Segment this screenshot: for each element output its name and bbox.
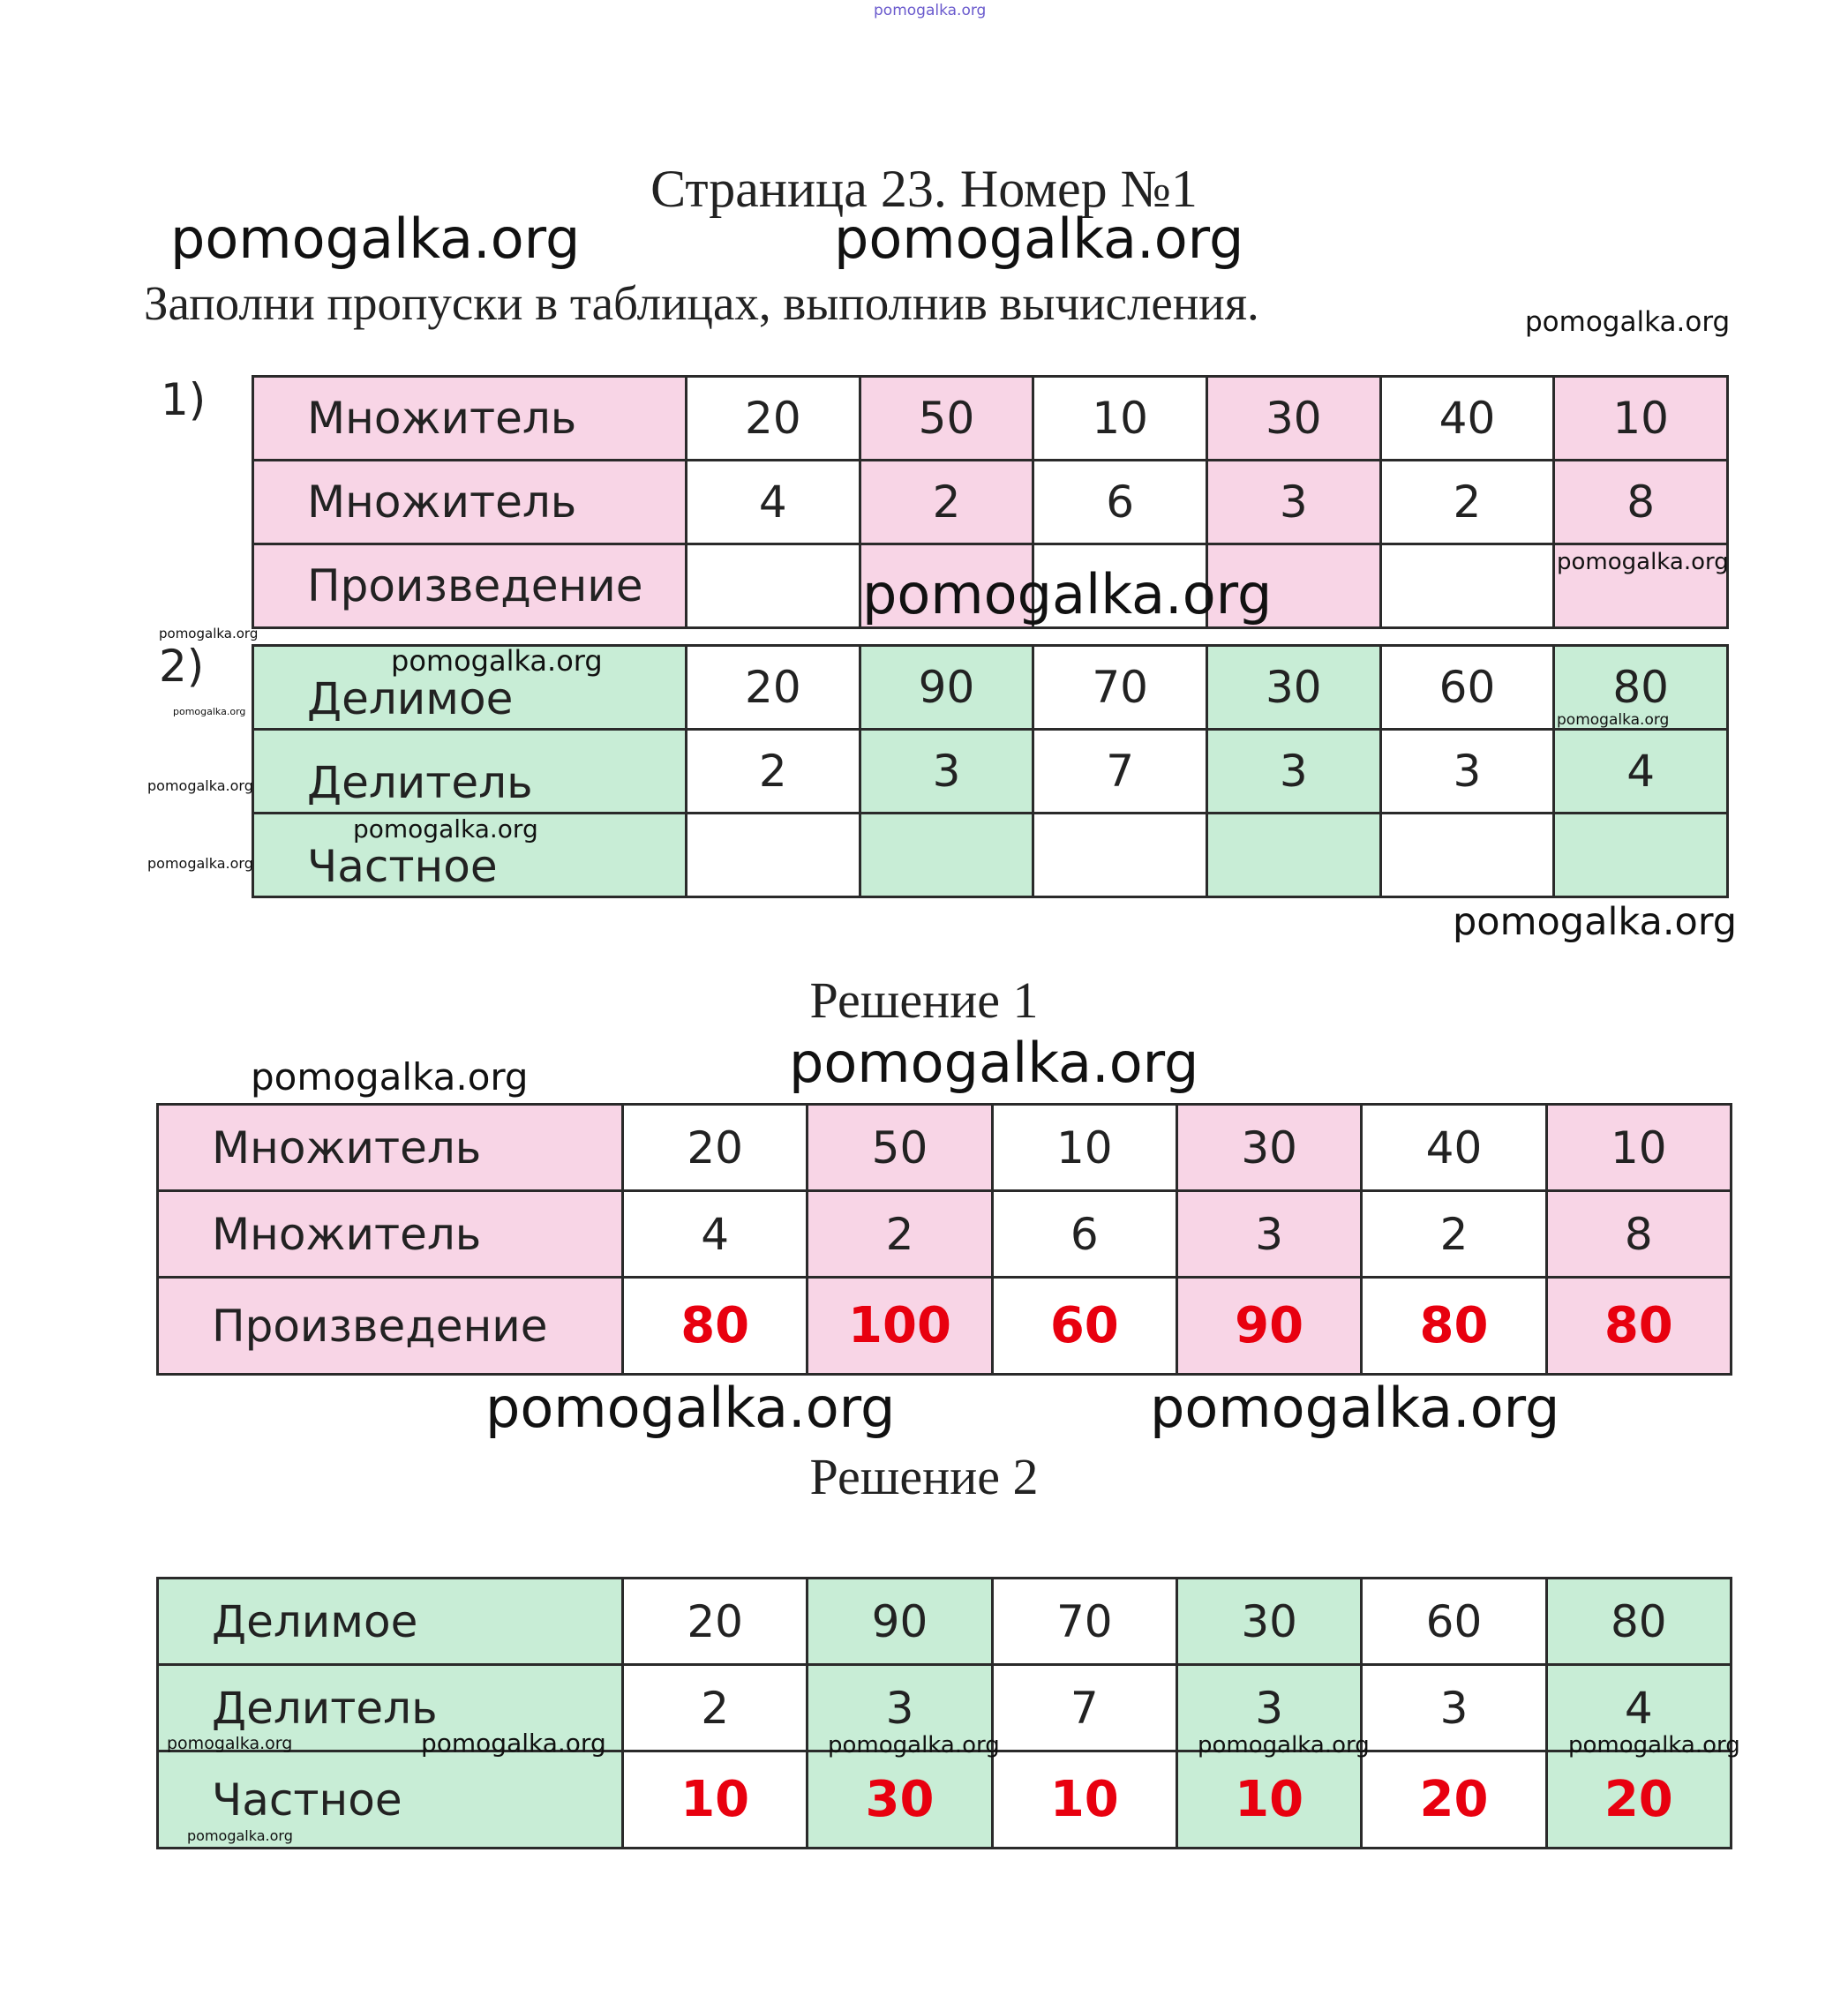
- value-cell: 8: [1554, 461, 1728, 544]
- header-watermark: pomogalka.org: [874, 2, 987, 19]
- value-cell: 8: [1546, 1191, 1731, 1278]
- empty-cell: [687, 814, 860, 897]
- value-cell: 20: [623, 1105, 808, 1191]
- value-cell: 3: [1206, 461, 1380, 544]
- value-cell: 20: [687, 377, 860, 461]
- value-cell: 60: [1380, 646, 1554, 730]
- answer-cell: 80: [1362, 1278, 1546, 1375]
- value-cell: 6: [992, 1191, 1176, 1278]
- row-label: Произведение: [253, 544, 687, 628]
- empty-cell: [1380, 544, 1554, 628]
- watermark: pomogalka.org: [828, 1732, 1000, 1759]
- row-label: Множитель: [158, 1105, 623, 1191]
- watermark: pomogalka.org: [862, 562, 1273, 626]
- task-table-division: [252, 644, 1729, 898]
- answer-cell: 10: [623, 1751, 808, 1849]
- value-cell: 50: [860, 377, 1033, 461]
- value-cell: 3: [1362, 1665, 1546, 1751]
- answer-cell: 10: [992, 1751, 1176, 1849]
- answer-cell: 10: [1176, 1751, 1361, 1849]
- value-cell: 4: [623, 1191, 808, 1278]
- value-cell: 2: [860, 461, 1033, 544]
- value-cell: 3: [860, 730, 1033, 814]
- value-cell: 2: [1362, 1191, 1546, 1278]
- table-row: [253, 461, 1728, 544]
- watermark: pomogalka.org: [1525, 306, 1731, 338]
- table-row: [253, 730, 1728, 814]
- value-cell: 20: [623, 1579, 808, 1665]
- answer-cell: 80: [1546, 1278, 1731, 1375]
- empty-cell: [1206, 814, 1380, 897]
- row-label: Множитель: [253, 461, 687, 544]
- watermark: pomogalka.org: [421, 1729, 606, 1758]
- value-cell: 90: [860, 646, 1033, 730]
- table-row: [158, 1751, 1732, 1849]
- table-row: [158, 1105, 1732, 1191]
- row-label: Множитель: [253, 377, 687, 461]
- value-cell: 20: [687, 646, 860, 730]
- value-cell: 30: [1176, 1105, 1361, 1191]
- answer-cell: 100: [808, 1278, 992, 1375]
- watermark: pomogalka.org: [1198, 1732, 1370, 1759]
- solution-title-2: Решение 2: [809, 1448, 1039, 1505]
- value-cell: 7: [1033, 730, 1207, 814]
- watermark: pomogalka.org: [1453, 900, 1738, 944]
- row-label: Произведение: [158, 1278, 623, 1375]
- empty-cell: [860, 814, 1033, 897]
- solution-table-division: [156, 1577, 1732, 1849]
- answer-cell: 20: [1362, 1751, 1546, 1849]
- watermark: pomogalka.org: [167, 1734, 293, 1753]
- solution-table-multiplication: [156, 1103, 1732, 1376]
- value-cell: 4: [1546, 1665, 1731, 1751]
- page-title: Страница 23. Номер №1: [650, 160, 1198, 218]
- empty-cell: [1380, 814, 1554, 897]
- value-cell: 3: [1176, 1665, 1361, 1751]
- watermark: pomogalka.org: [391, 644, 603, 678]
- watermark: pomogalka.org: [147, 855, 253, 872]
- row-label: Частное: [253, 814, 687, 897]
- solution-title-1: Решение 1: [809, 971, 1039, 1029]
- table-row: [253, 377, 1728, 461]
- value-cell: 30: [1206, 377, 1380, 461]
- value-cell: 70: [992, 1579, 1176, 1665]
- value-cell: 6: [1033, 461, 1207, 544]
- value-cell: 3: [1176, 1191, 1361, 1278]
- value-cell: 10: [992, 1105, 1176, 1191]
- value-cell: 2: [1380, 461, 1554, 544]
- row-label: Частное: [158, 1751, 623, 1849]
- watermark: pomogalka.org: [170, 206, 581, 271]
- table-row: [158, 1191, 1732, 1278]
- table-row: [158, 1278, 1732, 1375]
- answer-cell: 20: [1546, 1751, 1731, 1849]
- value-cell: 2: [808, 1191, 992, 1278]
- value-cell: 40: [1380, 377, 1554, 461]
- value-cell: 40: [1362, 1105, 1546, 1191]
- answer-cell: 60: [992, 1278, 1176, 1375]
- watermark: pomogalka.org: [159, 626, 259, 641]
- value-cell: 80: [1546, 1579, 1731, 1665]
- value-cell: 2: [687, 730, 860, 814]
- value-cell: 10: [1033, 377, 1207, 461]
- watermark: pomogalka.org: [251, 1055, 529, 1099]
- answer-cell: 80: [623, 1278, 808, 1375]
- row-label: Делитель: [158, 1665, 623, 1751]
- table-row: [158, 1579, 1732, 1665]
- watermark: pomogalka.org: [1568, 1732, 1740, 1759]
- value-cell: 3: [1380, 730, 1554, 814]
- watermark: pomogalka.org: [1557, 549, 1729, 575]
- value-cell: 2: [623, 1665, 808, 1751]
- watermark: pomogalka.org: [834, 206, 1244, 271]
- empty-cell: [1033, 814, 1207, 897]
- instruction-text: Заполни пропуски в таблицах, выполнив вычисления.: [144, 276, 1259, 330]
- row-label: Делимое: [158, 1579, 623, 1665]
- value-cell: 30: [1206, 646, 1380, 730]
- row-label: Множитель: [158, 1191, 623, 1278]
- value-cell: 3: [808, 1665, 992, 1751]
- value-cell: 60: [1362, 1579, 1546, 1665]
- value-cell: 10: [1554, 377, 1728, 461]
- answer-cell: 90: [1176, 1278, 1361, 1375]
- watermark: pomogalka.org: [187, 1827, 293, 1844]
- watermark: pomogalka.org: [1150, 1376, 1560, 1440]
- value-cell: 30: [1176, 1579, 1361, 1665]
- watermark: pomogalka.org: [789, 1031, 1199, 1095]
- row-label: Делитель: [253, 730, 687, 814]
- watermark: pomogalka.org: [147, 777, 253, 794]
- value-cell: 4: [687, 461, 860, 544]
- value-cell: 90: [808, 1579, 992, 1665]
- task-label-1: 1): [161, 374, 207, 425]
- empty-cell: [687, 544, 860, 628]
- answer-cell: 30: [808, 1751, 992, 1849]
- value-cell: 4: [1554, 730, 1728, 814]
- watermark: pomogalka.org: [353, 814, 538, 844]
- value-cell: 3: [1206, 730, 1380, 814]
- watermark: pomogalka.org: [1557, 711, 1670, 729]
- empty-cell: [1554, 814, 1728, 897]
- row-label: Делимое: [253, 646, 687, 730]
- task-label-2: 2): [159, 641, 205, 692]
- value-cell: 10: [1546, 1105, 1731, 1191]
- value-cell: 50: [808, 1105, 992, 1191]
- value-cell: 7: [992, 1665, 1176, 1751]
- watermark: pomogalka.org: [173, 706, 246, 717]
- value-cell: 80: [1554, 646, 1728, 730]
- value-cell: 70: [1033, 646, 1207, 730]
- watermark: pomogalka.org: [485, 1376, 896, 1440]
